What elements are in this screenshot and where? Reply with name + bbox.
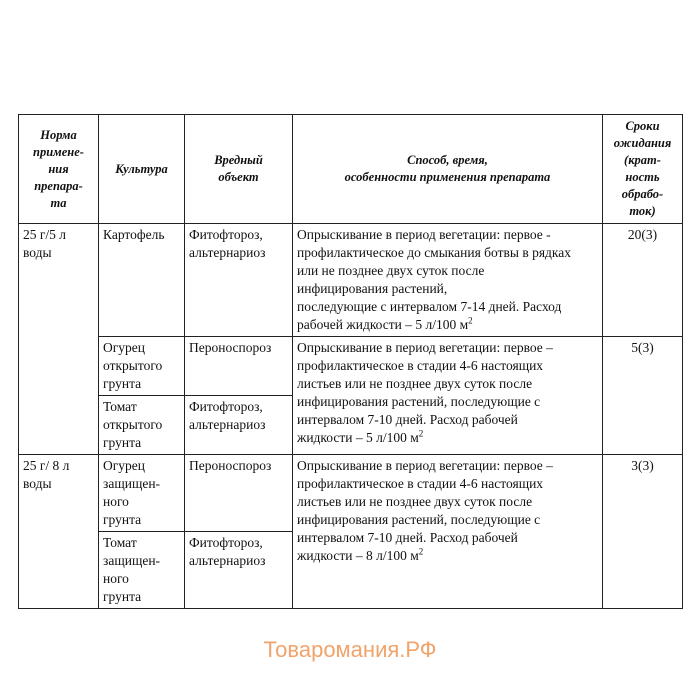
rate-cell: 25 г/ 8 л воды: [19, 455, 99, 609]
crop-cell: Картофель: [99, 224, 185, 337]
crop-cell: Томат открытого грунта: [99, 396, 185, 455]
terms-cell: 5(3): [603, 337, 683, 455]
watermark: Товаромания.РФ: [263, 637, 437, 662]
method-superscript: 2: [418, 546, 424, 557]
header-crop: Культура: [99, 115, 185, 224]
method-text: Опрыскивание в период вегетации: первое – профилактическое в стадии 4-6 настоящих листьев или не позднее двух суток после инфицирования растений, последующие с интервалом 7-10 дней. Расход рабочей жидкости – 5 л/100 м: [297, 340, 553, 445]
terms-cell: 3(3): [603, 455, 683, 609]
header-rate: Норма примене- ния препара- та: [19, 115, 99, 224]
crop-cell: Огурец открытого грунта: [99, 337, 185, 396]
pest-cell: Пероноспороз: [185, 455, 293, 532]
crop-cell: Томат защищен- ного грунта: [99, 532, 185, 609]
application-table: [18, 114, 683, 609]
method-text: Опрыскивание в период вегетации: первое - профилактическое до смыкания ботвы в рядках или не позднее двух суток после инфицирования растений, последующие с интервалом 7-14 дней. Расход рабочей жидкости – 5 л/100 м: [297, 227, 572, 332]
pest-cell: Фитофтороз, альтернариоз: [185, 396, 293, 455]
method-cell: [293, 337, 603, 455]
header-pest: Вредный объект: [185, 115, 293, 224]
method-text: Опрыскивание в период вегетации: первое – профилактическое в стадии 4-6 настоящих листьев или не позднее двух суток после инфицирования растений, последующие с интервалом 7-10 дней. Расход рабочей жидкости – 8 л/100 м: [297, 458, 553, 563]
method-superscript: 2: [418, 428, 424, 439]
terms-cell: 20(3): [603, 224, 683, 337]
header-row: [19, 115, 683, 224]
table-row: [19, 224, 683, 337]
header-terms: Сроки ожидания (крат- ность обрабо- ток): [603, 115, 683, 224]
method-superscript: 2: [468, 315, 473, 326]
method-cell: [293, 224, 603, 337]
table-row: [19, 455, 683, 532]
pest-cell: Фитофтороз, альтернариоз: [185, 224, 293, 337]
rate-cell: 25 г/5 л воды: [19, 224, 99, 455]
method-cell: [293, 455, 603, 609]
pest-cell: Пероноспороз: [185, 337, 293, 396]
pest-cell: Фитофтороз, альтернариоз: [185, 532, 293, 609]
crop-cell: Огурец защищен- ного грунта: [99, 455, 185, 532]
table-row: [19, 337, 683, 396]
header-method: Способ, время, особенности применения препарата: [293, 115, 603, 224]
